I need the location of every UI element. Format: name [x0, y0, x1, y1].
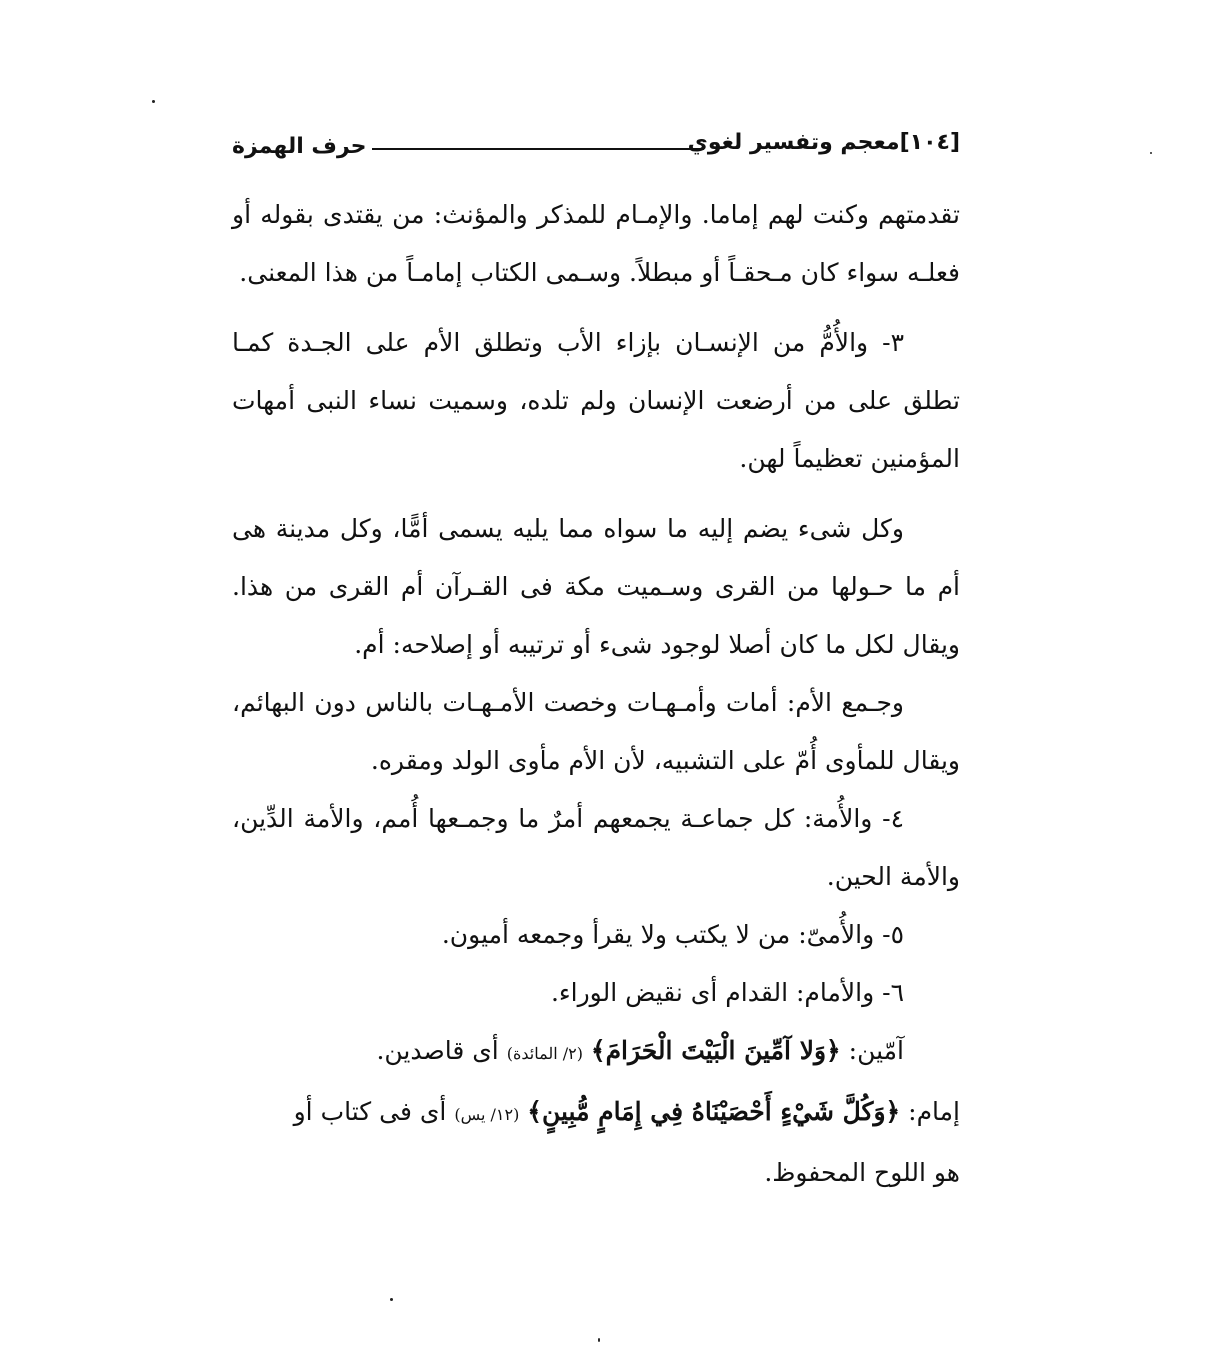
- running-head: [232, 126, 960, 170]
- entry-gloss: أى فى كتاب أو: [293, 1097, 447, 1126]
- book-title: [١٠٤]معجم وتفسير لغوي: [687, 130, 960, 155]
- scan-speck: [390, 1298, 393, 1301]
- quran-verse: ﴿وَكُلَّ شَيْءٍ أَحْصَيْنَاهُ فِي إِمَامٍ مُّبِينٍ﴾: [527, 1097, 901, 1126]
- page-body: [232, 186, 960, 1202]
- scan-speck: [1150, 152, 1152, 154]
- entry-imam: [232, 1083, 960, 1144]
- verse-reference: (٢/ المائدة): [506, 1044, 583, 1063]
- paragraph-umm: ٣- والأُمُّ من الإنسـان بإزاء الأب وتطلق الأم على الجـدة كمـا تطلق على من أرضعت الإنسان ولم تلده، وسميت نساء النبى أمهات المؤمنين تعظيماً لهن.: [232, 328, 960, 473]
- entry-gloss: أى قاصدين.: [376, 1036, 499, 1065]
- verse-reference: (١٢/ يس): [454, 1105, 520, 1124]
- entry-aamin: [232, 1022, 960, 1083]
- paragraph-umm-plural: وجـمع الأم: أمات وأمـهـات وخصت الأمـهـات بالناس دون البهائم، ويقال للمأوى أُمّ على التشبيه، لأن الأم مأوى الولد ومقره.: [232, 688, 960, 775]
- entry-word: آمّين:: [848, 1036, 904, 1065]
- scan-speck: [598, 1338, 600, 1342]
- paragraph-umm-metaphor: وكل شىء يضم إليه ما سواه مما يليه يسمى أمًّا، وكل مدينة هى أم ما حـولها من القرى وسـميت مكة فى القـرآن أم القرى من هذا. ويقال لكل ما كان أصلا لوجود شىء أو ترتيبه أو إصلاحه: أم.: [232, 514, 960, 659]
- entry-word: إمام:: [908, 1097, 960, 1126]
- paragraph-imam-meaning: تقدمتهم وكنت لهم إماما. والإمـام للمذكر والمؤنث: من يقتدى بقوله أو فعلـه سواء كان مـحقـاً أو مبطلاً. وسـمى الكتاب إمامـاً من هذا المعنى.: [232, 200, 960, 287]
- scan-speck: [152, 100, 155, 103]
- paragraph-amam: ٦- والأمام: القدام أى نقيض الوراء.: [550, 978, 904, 1007]
- header-rule: [372, 148, 704, 150]
- quran-verse: ﴿وَلا آمِّينَ الْبَيْتَ الْحَرَامَ﴾: [590, 1036, 841, 1065]
- entry-imam-continued: هو اللوح المحفوظ.: [764, 1158, 960, 1187]
- section-title: حرف الهمزة: [232, 134, 367, 159]
- paragraph-umma: ٤- والأُمة: كل جماعـة يجمعهم أمرٌ ما وجمـعها أُمم، والأمة الدِّين، والأمة الحين.: [232, 804, 960, 891]
- paragraph-ummi: ٥- والأُمىّ: من لا يكتب ولا يقرأ وجمعه أميون.: [441, 920, 904, 949]
